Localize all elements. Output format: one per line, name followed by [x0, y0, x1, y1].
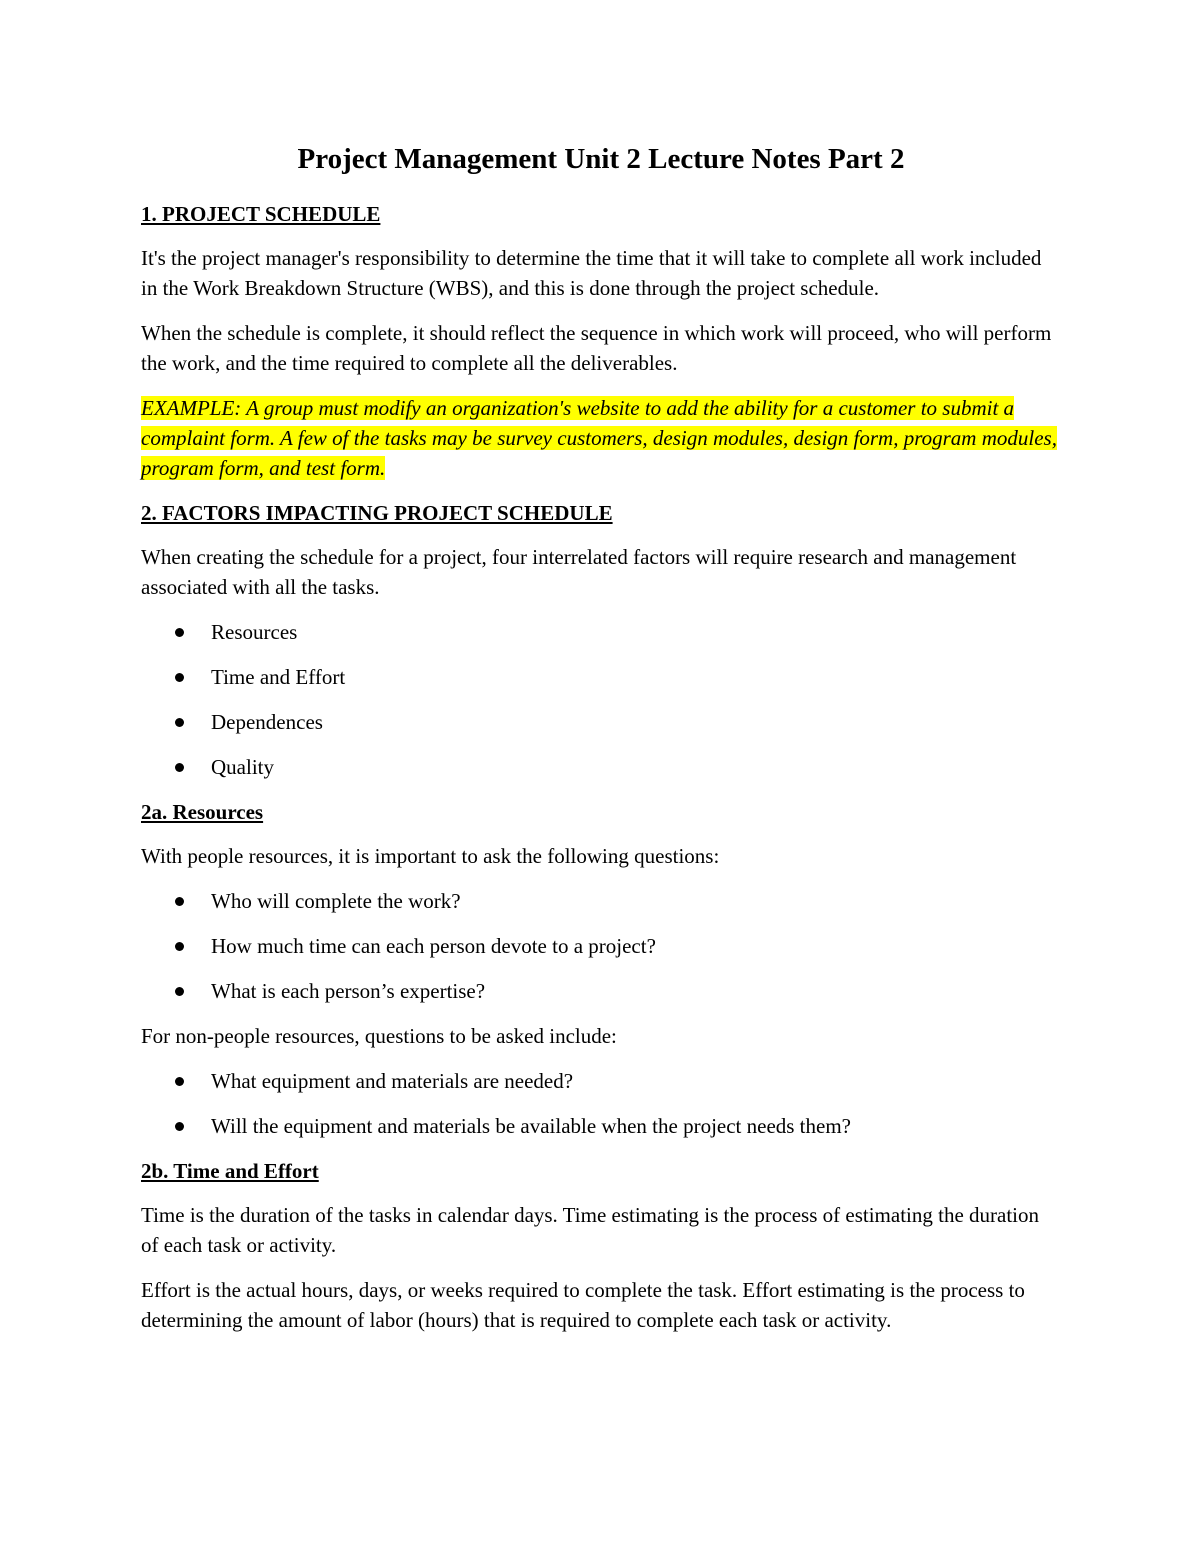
section-heading-project-schedule: 1. PROJECT SCHEDULE: [141, 202, 381, 226]
list-item: Quality: [141, 752, 1061, 782]
paragraph-nonpeople-intro: For non-people resources, questions to be asked include:: [141, 1024, 617, 1048]
paragraph-effort-definition: Effort is the actual hours, days, or weeks required to complete the task. Effort estimating is the process to determining the amount of labor (hours) that is required to complete each task or activity.: [141, 1278, 1025, 1332]
bullet-icon: [175, 628, 184, 637]
section-heading-time-effort: 2b. Time and Effort: [141, 1159, 319, 1183]
paragraph-people-intro: With people resources, it is important to ask the following questions:: [141, 844, 720, 868]
bullet-icon: [175, 897, 184, 906]
list-item: Who will complete the work?: [141, 886, 1061, 916]
list-item: What is each person’s expertise?: [141, 976, 1061, 1006]
bullet-icon: [175, 718, 184, 727]
bullet-icon: [175, 987, 184, 996]
list-item: How much time can each person devote to a project?: [141, 931, 1061, 961]
example-highlight: [141, 393, 1061, 483]
bullet-icon: [175, 763, 184, 772]
paragraph-schedule-complete: When the schedule is complete, it should reflect the sequence in which work will proceed, who will perform the work, and the time required to complete all the deliverables.: [141, 321, 1052, 375]
list-item: Time and Effort: [141, 662, 1061, 692]
paragraph-factors-intro: When creating the schedule for a project, four interrelated factors will require research and management associated with all the tasks.: [141, 545, 1017, 599]
factors-list: [141, 617, 1061, 782]
bullet-icon: [175, 1077, 184, 1086]
list-item: Dependences: [141, 707, 1061, 737]
document-body: [141, 140, 1061, 1350]
paragraph-time-definition: Time is the duration of the tasks in calendar days. Time estimating is the process of estimating the duration of each task or activity.: [141, 1203, 1040, 1257]
bullet-icon: [175, 942, 184, 951]
list-item: Will the equipment and materials be available when the project needs them?: [141, 1111, 1061, 1141]
people-questions-list: [141, 886, 1061, 1006]
bullet-icon: [175, 1122, 184, 1131]
page-title: Project Management Unit 2 Lecture Notes Part 2: [297, 143, 905, 175]
example-text: EXAMPLE: A group must modify an organization's website to add the ability for a customer to submit a complaint form. A few of the tasks may be survey customers, design modules, design form, program modules, program form, and test form.: [141, 396, 1057, 480]
section-heading-factors: 2. FACTORS IMPACTING PROJECT SCHEDULE: [141, 501, 613, 525]
nonpeople-questions-list: [141, 1066, 1061, 1141]
section-heading-resources: 2a. Resources: [141, 800, 264, 824]
paragraph-pm-responsibility: It's the project manager's responsibility to determine the time that it will take to complete all work included in the Work Breakdown Structure (WBS), and this is done through the project schedule.: [141, 246, 1042, 300]
list-item: Resources: [141, 617, 1061, 647]
list-item: What equipment and materials are needed?: [141, 1066, 1061, 1096]
bullet-icon: [175, 673, 184, 682]
